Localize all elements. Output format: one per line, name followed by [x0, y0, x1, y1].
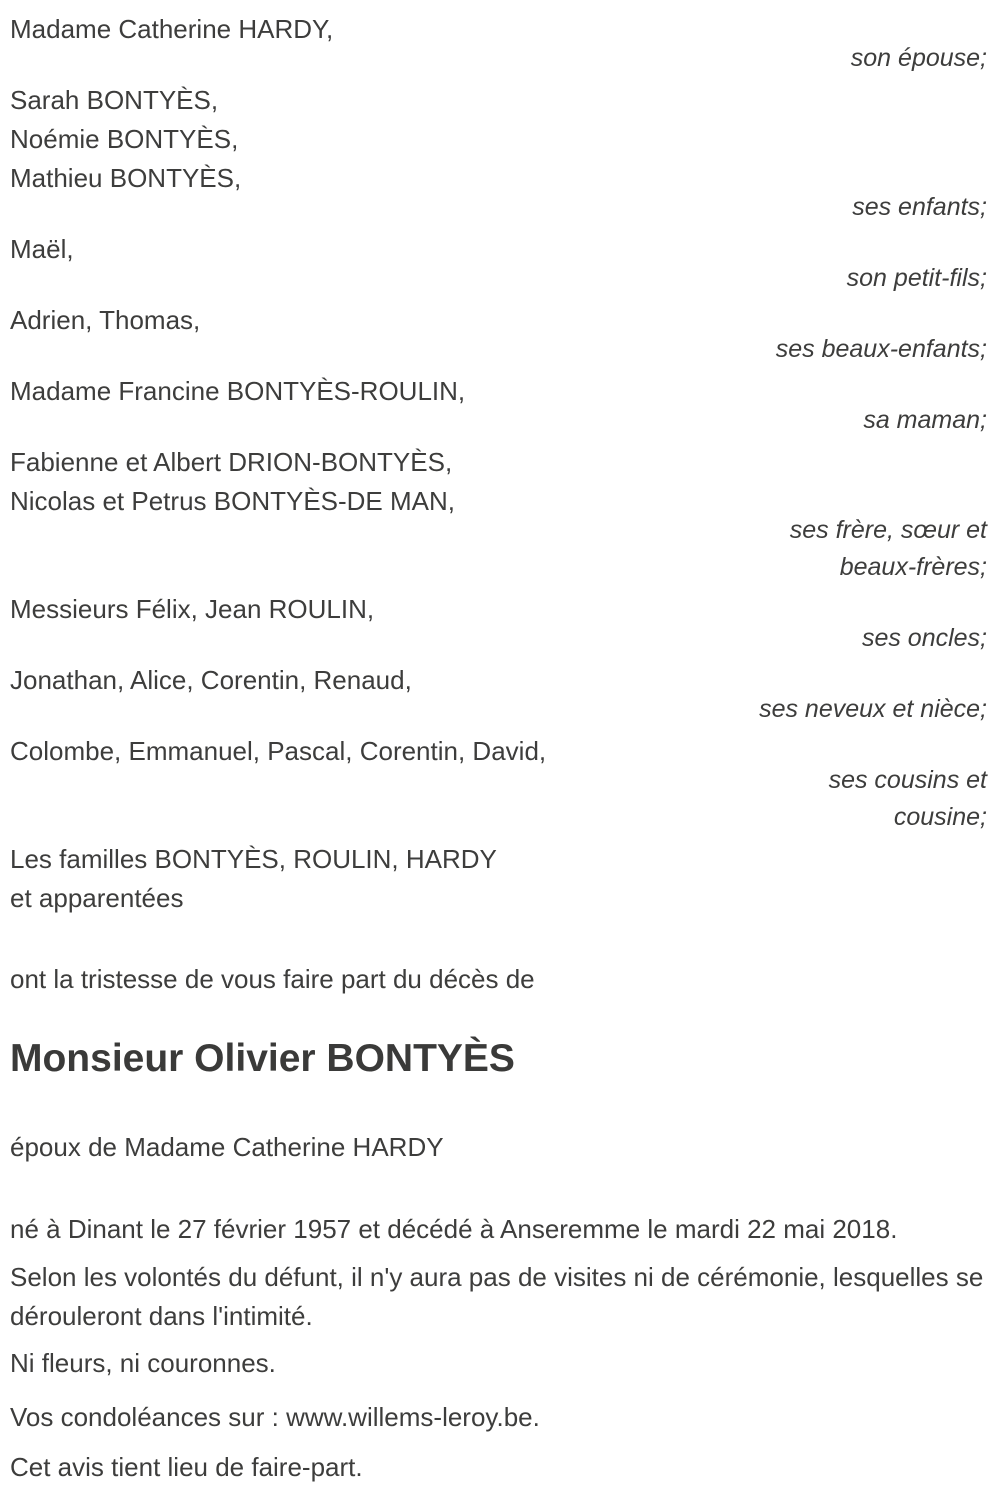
name-line: Noémie BONTYÈS, [10, 124, 239, 154]
name-line: et apparentées [10, 883, 184, 913]
relation-line: beaux-frères; [839, 553, 987, 581]
family-list [10, 10, 987, 918]
name-line: Messieurs Félix, Jean ROULIN, [10, 594, 375, 624]
intro-text: ont la tristesse de vous faire part du décès de [10, 964, 535, 994]
family-group [10, 81, 987, 226]
spouse-line: époux de Madame Catherine HARDY [10, 1132, 444, 1162]
name-line: Mathieu BONTYÈS, [10, 163, 242, 193]
family-group [10, 732, 987, 836]
family-group [10, 301, 987, 368]
name-line: Madame Catherine HARDY, [10, 14, 334, 44]
relation-line: cousine; [893, 803, 987, 831]
condolences-suffix: . [532, 1402, 540, 1432]
condolences-url[interactable]: www.willems-leroy.be [286, 1402, 533, 1432]
relation-line: ses cousins et [828, 766, 987, 794]
relation-line: ses oncles; [861, 624, 987, 652]
relation-line: sa maman; [863, 406, 987, 434]
family-group [10, 590, 987, 657]
relation-line: ses neveux et nièce; [759, 695, 987, 723]
family-group [10, 840, 987, 918]
name-line: Colombe, Emmanuel, Pascal, Corentin, David, [10, 736, 547, 766]
name-line: Fabienne et Albert DRION-BONTYÈS, [10, 447, 453, 477]
deceased-name: Monsieur Olivier BONTYÈS [10, 1037, 515, 1080]
name-line: Nicolas et Petrus BONTYÈS-DE MAN, [10, 486, 455, 516]
flowers-line: Ni fleurs, ni couronnes. [10, 1348, 276, 1378]
name-line: Maël, [10, 234, 74, 264]
name-line: Les familles BONTYÈS, ROULIN, HARDY [10, 844, 497, 874]
name-line: Madame Francine BONTYÈS-ROULIN, [10, 376, 466, 406]
family-group [10, 661, 987, 728]
relation-line: ses frère, sœur et [789, 516, 987, 544]
name-line: Adrien, Thomas, [10, 305, 201, 335]
relation-line: ses enfants; [852, 193, 987, 221]
family-group [10, 443, 987, 586]
family-group [10, 10, 987, 77]
relation-line: son épouse; [850, 44, 987, 72]
name-line: Jonathan, Alice, Corentin, Renaud, [10, 665, 412, 695]
relation-line: son petit-fils; [846, 264, 987, 292]
condolences-line [10, 1398, 987, 1437]
condolences-prefix: Vos condoléances sur : [10, 1402, 287, 1432]
notice-line: Cet avis tient lieu de faire-part. [10, 1452, 363, 1482]
birth-death-line: né à Dinant le 27 février 1957 et décédé à Anseremme le mardi 22 mai 2018. [10, 1214, 898, 1244]
name-line: Sarah BONTYÈS, [10, 85, 219, 115]
relation-line: ses beaux-enfants; [775, 335, 987, 363]
wishes-line: Selon les volontés du défunt, il n'y aura pas de visites ni de cérémonie, lesquelles se dérouleront dans l'intimité. [10, 1262, 984, 1331]
family-group [10, 372, 987, 439]
family-group [10, 230, 987, 297]
